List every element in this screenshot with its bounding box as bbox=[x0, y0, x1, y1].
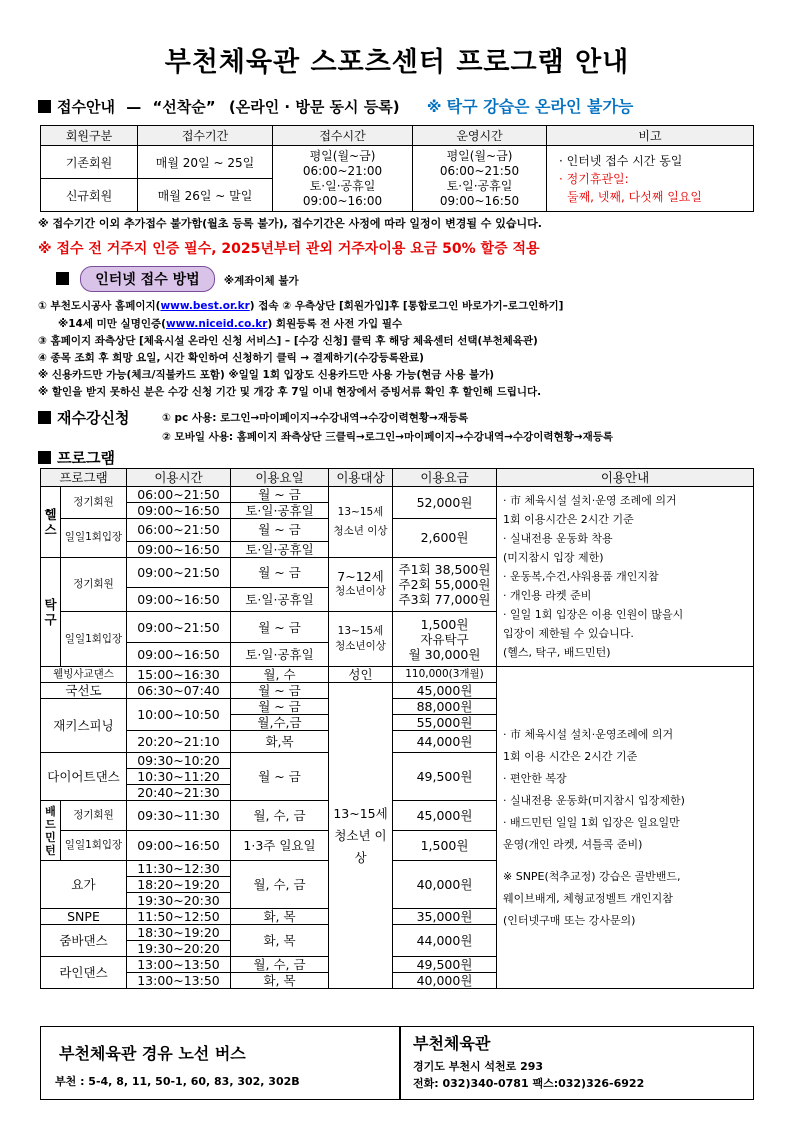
time: 20:40~21:30 bbox=[127, 785, 231, 801]
col-header: 접수시간 bbox=[273, 126, 413, 146]
col-header: 이용안내 bbox=[497, 469, 754, 487]
target: 성인 bbox=[329, 667, 393, 683]
fee: 2,600원 bbox=[393, 519, 497, 558]
time: 09:30~10:20 bbox=[127, 753, 231, 769]
time: 13:00~13:50 bbox=[127, 957, 231, 973]
note-line: (인터넷구매 또는 강사문의) bbox=[503, 913, 636, 927]
days: 월, 수, 금 bbox=[231, 801, 329, 831]
sub-type: 정기회원 bbox=[61, 801, 127, 831]
days: 토·일·공휴일 bbox=[231, 541, 329, 557]
fee: 40,000원 bbox=[393, 861, 497, 909]
note-line: 운영(개인 라켓, 셔틀콕 준비) bbox=[503, 837, 643, 851]
days: 월, 수 bbox=[231, 667, 329, 683]
days: 월 ~ 금 bbox=[231, 753, 329, 801]
op-time: 09:00~16:50 bbox=[439, 193, 520, 208]
member-type: 신규회원 bbox=[41, 179, 138, 212]
fee: 월 30,000원 bbox=[408, 646, 481, 662]
target: 7~12세 bbox=[337, 569, 384, 585]
target-cell bbox=[329, 557, 393, 612]
reg-time: 09:00~16:00 bbox=[302, 193, 383, 208]
days: 화, 목 bbox=[231, 909, 329, 925]
fee: 110,000(3개월) bbox=[393, 667, 497, 683]
note-line: · 편안한 복장 bbox=[503, 771, 567, 785]
target: 13~15세 청소년 이상 bbox=[329, 683, 393, 989]
reg-time: 토·일·공휴일 bbox=[309, 178, 376, 193]
program-heading-row bbox=[38, 447, 115, 468]
step-1 bbox=[38, 298, 563, 313]
days: 화, 목 bbox=[231, 925, 329, 957]
program-name: 배드민턴 bbox=[41, 801, 61, 861]
step-1-sub bbox=[58, 316, 402, 331]
days: 월, 수, 금 bbox=[231, 861, 329, 909]
venue-name: 부천체육관 bbox=[413, 1034, 491, 1053]
op-time: 평일(월~금) bbox=[446, 148, 513, 163]
note-line: 1회 이용시간은 2시간 기준 bbox=[503, 513, 634, 526]
program-name: 라인댄스 bbox=[41, 957, 127, 989]
pingpong-online-note: 탁구 강습은 온라인 불가능 bbox=[446, 97, 634, 116]
op-time: 토·일·공휴일 bbox=[446, 178, 513, 193]
program-name: SNPE bbox=[41, 909, 127, 925]
program-heading: 프로그램 bbox=[57, 449, 115, 467]
discount-note: ※ 할인을 받지 못하신 분은 수강 신청 기간 및 개강 후 7일 이내 현장에서 증빙서류 확인 후 할인해 드립니다. bbox=[38, 386, 542, 398]
registration-channels: (온라인 · 방문 동시 등록) bbox=[228, 98, 400, 116]
venue-address: 경기도 부천시 석천로 293 bbox=[413, 1060, 544, 1073]
fee: 88,000원 bbox=[393, 699, 497, 715]
internet-heading-row bbox=[56, 266, 299, 292]
bus-title: 부천체육관 경유 노선 버스 bbox=[59, 1044, 246, 1063]
step-4: ④ 종목 조회 후 희망 요일, 시간 확인하여 신청하기 클릭 → 결제하기(수강등록완료) bbox=[38, 352, 424, 364]
time: 06:00~21:50 bbox=[127, 519, 231, 542]
rereg-pc: ① pc 사용: 로그인→마이페이지→수강내역→수강이력현황→재등록 bbox=[162, 412, 469, 424]
bus-routes: 부천 : 5-4, 8, 11, 50-1, 60, 83, 302, 302B bbox=[55, 1075, 300, 1088]
fee: 자유탁구 bbox=[420, 631, 469, 647]
target: 청소년이상 bbox=[335, 585, 386, 598]
days: 토·일·공휴일 bbox=[231, 643, 329, 667]
fee: 44,000원 bbox=[393, 925, 497, 957]
days: 월, 수, 금 bbox=[231, 957, 329, 973]
reg-time: 평일(월~금) bbox=[309, 148, 376, 163]
dash: — bbox=[126, 98, 142, 116]
remark: 둘째, 넷째, 다섯째 일요일 bbox=[567, 189, 702, 204]
target-cell bbox=[329, 612, 393, 667]
registration-method: “선착순” bbox=[152, 98, 216, 116]
target: 13~15세 bbox=[337, 625, 384, 638]
page-title: 부천체육관 스포츠센터 프로그램 안내 bbox=[164, 47, 630, 78]
sub-type: 일일1회입장 bbox=[61, 519, 127, 558]
days: 토·일·공휴일 bbox=[231, 588, 329, 612]
days: 토·일·공휴일 bbox=[231, 503, 329, 519]
remark: · 정기휴관일: bbox=[559, 171, 629, 186]
fee: 주2회 55,000원 bbox=[398, 576, 491, 592]
time: 15:00~16:30 bbox=[127, 667, 231, 683]
remarks-cell bbox=[547, 146, 754, 212]
note-line: · 市 체육시설 설치·운영조례에 의거 bbox=[503, 727, 674, 741]
time: 09:00~16:50 bbox=[127, 643, 231, 667]
note-line: 웨이브배게, 체형교정벨트 개인지참 bbox=[503, 891, 673, 905]
remark: · 인터넷 접수 시간 동일 bbox=[559, 153, 683, 168]
time: 19:30~20:30 bbox=[127, 893, 231, 909]
time: 11:50~12:50 bbox=[127, 909, 231, 925]
fee: 45,000원 bbox=[393, 683, 497, 699]
sub-type: 정기회원 bbox=[61, 487, 127, 519]
col-header: 이용요일 bbox=[231, 469, 329, 487]
facility-note-1 bbox=[497, 487, 754, 667]
col-header: 접수기간 bbox=[138, 126, 273, 146]
time: 09:00~16:50 bbox=[127, 831, 231, 861]
days: 월 ~ 금 bbox=[231, 519, 329, 542]
reg-time-cell bbox=[273, 146, 413, 212]
fee: 49,500원 bbox=[393, 753, 497, 801]
days: 월 ~ 금 bbox=[231, 699, 329, 715]
note-line: · 실내전용 운동화 착용 bbox=[503, 532, 613, 545]
note-mark: ※ bbox=[426, 98, 442, 116]
time: 11:30~12:30 bbox=[127, 861, 231, 877]
time: 06:00~21:50 bbox=[127, 487, 231, 503]
time: 09:00~16:50 bbox=[127, 588, 231, 612]
time: 09:00~16:50 bbox=[127, 503, 231, 519]
fee: 55,000원 bbox=[393, 715, 497, 731]
fee: 1,500원 bbox=[393, 831, 497, 861]
sub-type: 일일1회입장 bbox=[61, 831, 127, 861]
step-text: ※14세 미만 실명인증( bbox=[58, 318, 166, 330]
notice-2: ※ 접수 전 거주지 인증 필수, 2025년부터 관외 거주자이용 요금 50% 할증 적용 bbox=[38, 241, 540, 257]
note-line: · 배드민턴 일일 1회 입장은 일요일만 bbox=[503, 815, 680, 829]
fee: 주1회 38,500원 bbox=[398, 561, 491, 577]
time: 09:00~16:50 bbox=[127, 541, 231, 557]
col-header: 운영시간 bbox=[413, 126, 547, 146]
reg-period: 매월 20일 ~ 25일 bbox=[138, 146, 273, 179]
square-bullet-icon bbox=[38, 100, 51, 113]
fee: 49,500원 bbox=[393, 957, 497, 973]
time: 09:00~21:50 bbox=[127, 612, 231, 643]
note-line: ※ SNPE(척추교정) 강습은 골반밴드, bbox=[503, 869, 681, 883]
target: 청소년이상 bbox=[335, 640, 386, 653]
days: 월 ~ 금 bbox=[231, 683, 329, 699]
step-3: ③ 홈페이지 좌측상단 [체육시설 온라인 신청 서비스] – [수강 신청] 클릭 후 해당 체육센터 선택(부천체육관) bbox=[38, 335, 538, 347]
bus-box bbox=[40, 1026, 400, 1100]
rereg-heading-row bbox=[38, 407, 129, 428]
best-link[interactable]: www.best.or.kr bbox=[160, 300, 250, 312]
transfer-note: ※계좌이체 불가 bbox=[223, 275, 299, 287]
step-text: ) 접속 ② 우측상단 [회원가입]후 [통합로그인 바로가기–로그인하기] bbox=[249, 300, 564, 312]
note-line: 입장이 제한될 수 있습니다. bbox=[503, 627, 634, 640]
note-line: · 실내전용 운동화(미지참시 입장제한) bbox=[503, 793, 685, 807]
facility-note-2 bbox=[497, 667, 754, 989]
reg-period: 매월 26일 ~ 말일 bbox=[138, 179, 273, 212]
member-type: 기존회원 bbox=[41, 146, 138, 179]
note-line: (미지참시 입장 제한) bbox=[503, 551, 604, 564]
op-time-cell bbox=[413, 146, 547, 212]
time: 18:20~19:20 bbox=[127, 877, 231, 893]
days: 1·3주 일요일 bbox=[231, 831, 329, 861]
fee: 35,000원 bbox=[393, 909, 497, 925]
time: 10:30~11:20 bbox=[127, 769, 231, 785]
square-bullet-icon bbox=[38, 451, 51, 464]
note-line: 1회 이용 시간은 2시간 기준 bbox=[503, 749, 638, 763]
square-bullet-icon bbox=[38, 411, 51, 424]
days: 화,목 bbox=[231, 731, 329, 753]
note-spacer bbox=[503, 856, 747, 866]
time: 19:30~20:20 bbox=[127, 941, 231, 957]
col-header: 비고 bbox=[547, 126, 754, 146]
col-header: 이용요금 bbox=[393, 469, 497, 487]
fee: 1,500원 bbox=[420, 616, 469, 632]
registration-heading: 접수안내 bbox=[57, 98, 115, 116]
col-header: 이용시간 bbox=[127, 469, 231, 487]
fee: 주3회 77,000원 bbox=[398, 591, 491, 607]
venue-phone: 전화: 032)340-0781 팩스:032)326-6922 bbox=[413, 1077, 645, 1090]
days: 월,수,금 bbox=[231, 715, 329, 731]
note-line: · 개인용 라켓 준비 bbox=[503, 589, 592, 602]
fee: 44,000원 bbox=[393, 731, 497, 753]
col-header: 이용대상 bbox=[329, 469, 393, 487]
sub-type: 일일1회입장 bbox=[61, 612, 127, 667]
note-line: (헬스, 탁구, 배드민턴) bbox=[503, 646, 611, 659]
step-text: ) 회원등록 전 사전 가입 필수 bbox=[267, 318, 403, 330]
note-line: · 일일 1회 입장은 이용 인원이 많을시 bbox=[503, 608, 684, 621]
time: 09:00~21:50 bbox=[127, 557, 231, 588]
card-note: ※ 신용카드만 가능(체크/직불카드 포함) ※일일 1회 입장도 신용카드만 사용 가능(현금 사용 불가) bbox=[38, 369, 495, 381]
registration-table bbox=[40, 125, 754, 212]
rereg-mobile: ② 모바일 사용: 홈페이지 좌측상단 三클릭→로그인→마이페이지→수강내역→수강이력현황→재등록 bbox=[162, 431, 614, 443]
fee: 40,000원 bbox=[393, 973, 497, 989]
days: 월 ~ 금 bbox=[231, 612, 329, 643]
internet-method-label: 인터넷 접수 방법 bbox=[80, 266, 214, 292]
time: 09:30~11:30 bbox=[127, 801, 231, 831]
sub-type: 정기회원 bbox=[61, 557, 127, 612]
col-header: 회원구분 bbox=[41, 126, 138, 146]
fee-cell bbox=[393, 612, 497, 667]
target: 13~15세 청소년 이상 bbox=[329, 487, 393, 558]
op-time: 06:00~21:50 bbox=[439, 163, 520, 178]
reg-time: 06:00~21:00 bbox=[302, 163, 383, 178]
days: 월 ~ 금 bbox=[231, 487, 329, 503]
days: 월 ~ 금 bbox=[231, 557, 329, 588]
program-name: 탁구 bbox=[41, 557, 61, 666]
time: 06:30~07:40 bbox=[127, 683, 231, 699]
days: 화, 목 bbox=[231, 973, 329, 989]
program-name: 요가 bbox=[41, 861, 127, 909]
program-name: 다이어트댄스 bbox=[41, 753, 127, 801]
time: 18:30~19:20 bbox=[127, 925, 231, 941]
niceid-link[interactable]: www.niceid.co.kr bbox=[165, 318, 268, 330]
program-name: 줌바댄스 bbox=[41, 925, 127, 957]
col-header: 프로그램 bbox=[41, 469, 127, 487]
step-text: ① 부천도시공사 홈페이지( bbox=[38, 300, 161, 312]
program-name: 국선도 bbox=[41, 683, 127, 699]
time: 13:00~13:50 bbox=[127, 973, 231, 989]
rereg-heading: 재수강신청 bbox=[57, 409, 130, 427]
fee: 52,000원 bbox=[393, 487, 497, 519]
time: 10:00~10:50 bbox=[127, 699, 231, 731]
registration-heading-row bbox=[38, 94, 633, 117]
fee-cell bbox=[393, 557, 497, 612]
program-table bbox=[40, 468, 754, 989]
program-name: 헬스 bbox=[41, 487, 61, 558]
venue-box bbox=[400, 1026, 754, 1100]
program-name: 웰빙사교댄스 bbox=[41, 667, 127, 683]
square-bullet-icon bbox=[56, 272, 69, 285]
time: 20:20~21:10 bbox=[127, 731, 231, 753]
program-name: 재키스피닝 bbox=[41, 699, 127, 753]
notice-1: ※ 접수기간 이외 추가접수 불가함(월초 등록 불가), 접수기간은 사정에 따라 일정이 변경될 수 있습니다. bbox=[38, 217, 542, 230]
note-line: · 운동복,수건,샤워용품 개인지참 bbox=[503, 570, 659, 583]
note-line: · 市 체육시설 설치·운영 조례에 의거 bbox=[503, 494, 677, 507]
fee: 45,000원 bbox=[393, 801, 497, 831]
